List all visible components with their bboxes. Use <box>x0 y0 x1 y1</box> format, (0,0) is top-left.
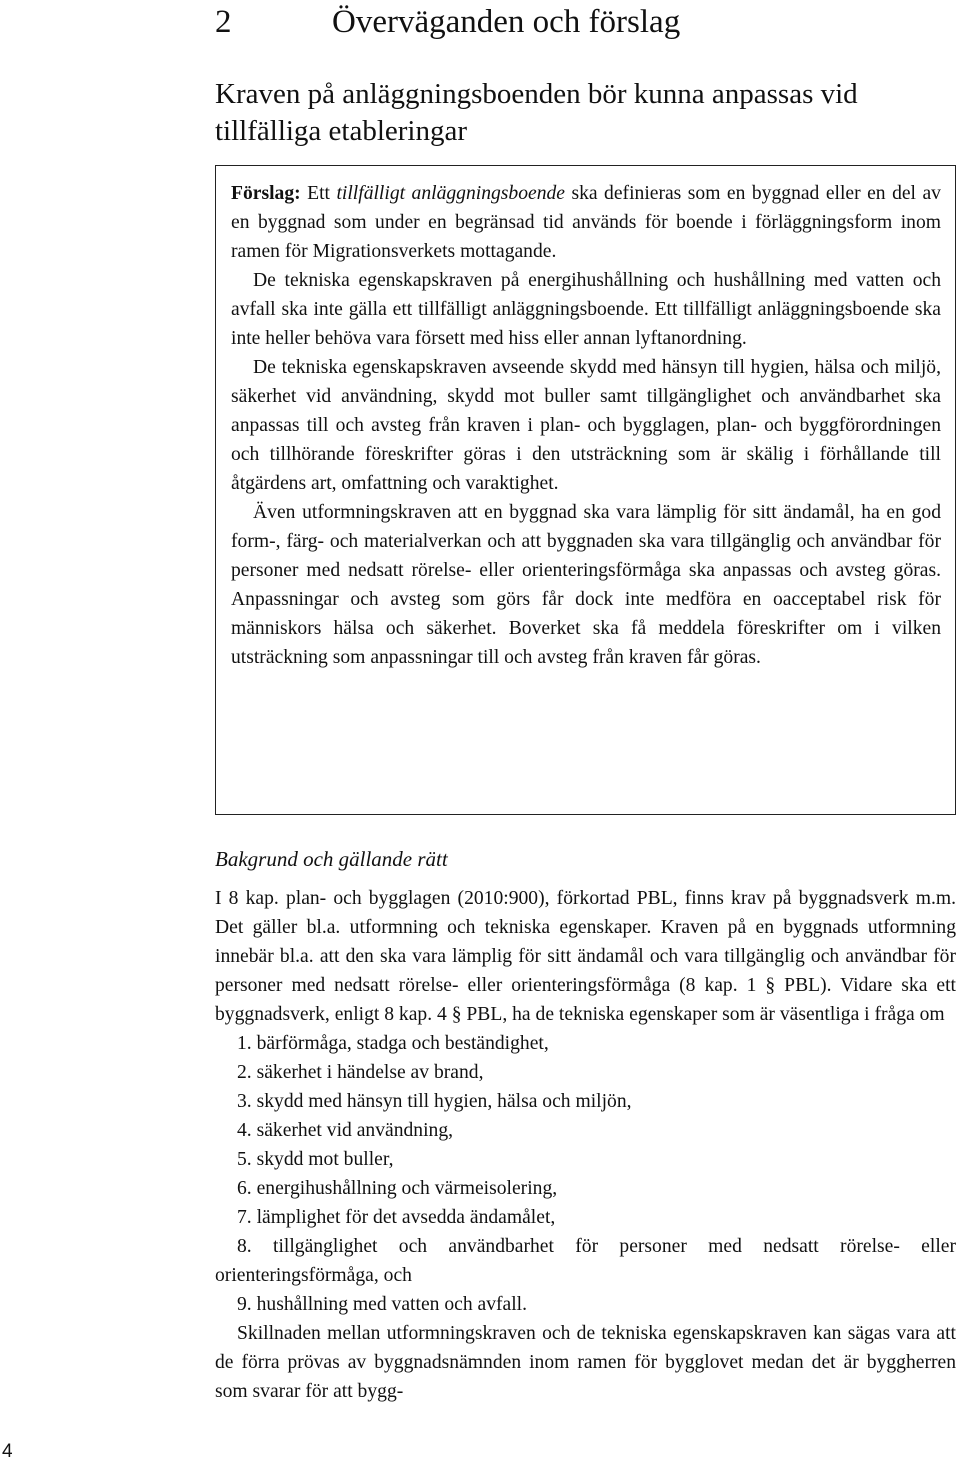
proposal-p1-before: Ett <box>307 183 337 204</box>
chapter-heading <box>215 2 680 42</box>
proposal-paragraph-3: De tekniska egenskapskraven avseende skydd med hänsyn till hygien, hälsa och miljö, säkerhet vid användning, skydd mot buller samt tillgänglighet och användbarhet ska anpassas till och avsteg från kraven i plan- och bygglagen, plan- och byggförordningen och tillhörande föreskrifter göras i den utsträckning som är skälig i förhållande till åtgärdens art, omfattning och varaktighet. <box>231 357 941 494</box>
page-number: 4 <box>2 1441 13 1462</box>
proposal-p1-after: ska definieras som en byggnad eller en del av en byggnad som under en begränsad tid används för boende i förläggningsform inom ramen för Migrationsverkets mottagande. <box>231 183 941 262</box>
list-item: 5. skydd mot buller, <box>237 1149 394 1170</box>
list-item: 2. säkerhet i händelse av brand, <box>237 1062 484 1083</box>
list-item: 3. skydd med hänsyn till hygien, hälsa och miljön, <box>237 1091 632 1112</box>
background-closing: Skillnaden mellan utformningskraven och de tekniska egenskapskraven kan sägas vara att de förra prövas av byggnadsnämnden inom ramen för bygglovet medan det är byggherren som svarar för att bygg- <box>215 1323 956 1402</box>
proposal-box <box>215 165 956 815</box>
list-item: 8. tillgänglighet och användbarhet för personer med nedsatt rörelse- eller orienteringsförmåga, och <box>215 1236 956 1286</box>
proposal-term: tillfälligt anläggningsboende <box>336 183 565 204</box>
chapter-number: 2 <box>215 4 232 40</box>
requirements-list <box>215 1029 956 1319</box>
section-heading: Kraven på anläggningsboenden bör kunna anpassas vid tillfälliga etableringar <box>215 78 858 147</box>
list-item: 4. säkerhet vid användning, <box>237 1120 454 1141</box>
background-section <box>215 884 956 1406</box>
proposal-paragraph-4: Även utformningskraven att en byggnad ska vara lämplig för sitt ändamål, ha en god form-, färg- och materialverkan och att byggnaden ska vara tillgänglig och användbar för personer med nedsatt rörelse- eller orienteringsförmåga ska anpassas och avsteg göras. Anpassningar och avsteg som görs får dock inte medföra en oacceptabel risk för människors hälsa och säkerhet. Boverket ska få meddela föreskrifter om i vilken utsträckning som anpassningar till och avsteg från kraven får göras. <box>231 502 941 668</box>
proposal-paragraph-1 <box>231 179 941 266</box>
background-intro: I 8 kap. plan- och bygglagen (2010:900), förkortad PBL, finns krav på byggnadsverk m.m. Det gäller bl.a. utformning och tekniska egenskaper. Kraven på en byggnads utformning innebär bl.a. att den ska vara lämplig för sitt ändamål och vara tillgänglig och användbar för personer med nedsatt rörelse- eller orienteringsförmåga (8 kap. 1 § PBL). Vidare ska ett byggnadsverk, enligt 8 kap. 4 § PBL, ha de tekniska egenskaper som är väsentliga i fråga om <box>215 888 956 1025</box>
proposal-paragraph-2: De tekniska egenskapskraven på energihushållning och hushållning med vatten och avfall ska inte gälla ett tillfälligt anläggningsboende. Ett tillfälligt anläggningsboende ska inte heller behöva vara försett med hiss eller annan lyftanordning. <box>231 270 941 349</box>
proposal-label: Förslag: <box>231 183 301 204</box>
list-item: 6. energihushållning och värmeisolering, <box>237 1178 558 1199</box>
list-item: 7. lämplighet för det avsedda ändamålet, <box>237 1207 556 1228</box>
subheading: Bakgrund och gällande rätt <box>215 847 448 871</box>
chapter-title: Överväganden och förslag <box>332 4 681 40</box>
list-item: 9. hushållning med vatten och avfall. <box>237 1294 528 1315</box>
list-item: 1. bärförmåga, stadga och beständighet, <box>237 1033 549 1054</box>
